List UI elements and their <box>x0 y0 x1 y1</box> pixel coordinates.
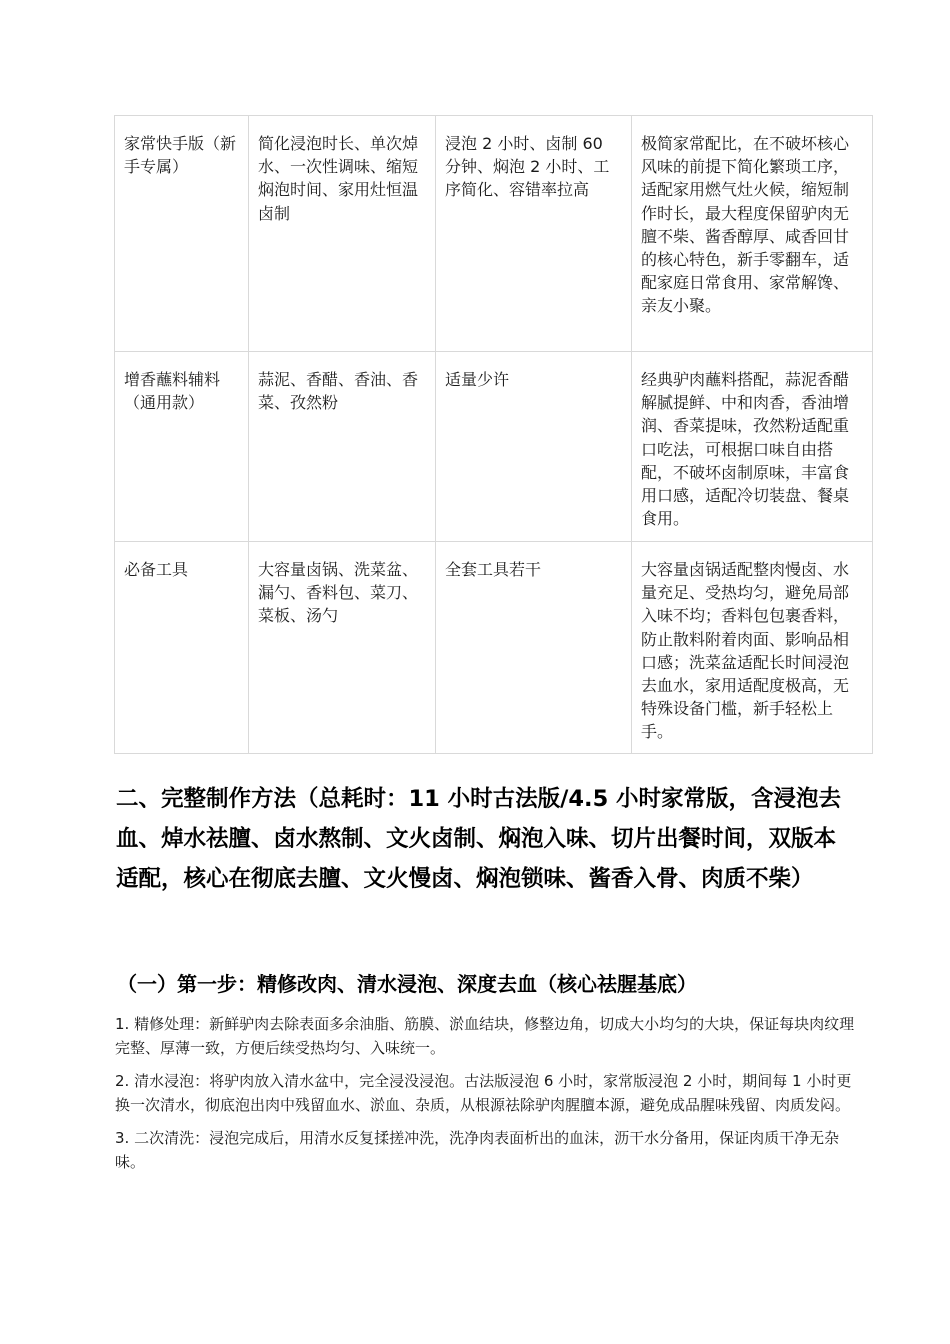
step-list <box>115 1012 860 1183</box>
subsection-heading: （一）第一步：精修改肉、清水浸泡、深度去血（核心祛腥基底） <box>117 972 697 996</box>
ingredients-table <box>114 115 873 754</box>
table-row <box>115 542 873 754</box>
table-row <box>115 116 873 352</box>
table-cell-name: 增香蘸料辅料（通用款） <box>115 352 249 542</box>
table-cell-amount: 全套工具若干 <box>436 542 632 754</box>
table-cell-items: 大容量卤锅、洗菜盆、漏勺、香料包、菜刀、菜板、汤勺 <box>249 542 436 754</box>
table-row <box>115 352 873 542</box>
table-cell-name: 必备工具 <box>115 542 249 754</box>
table-cell-desc: 极简家常配比，在不破坏核心风味的前提下简化繁琐工序，适配家用燃气灶火候，缩短制作时长，最大程度保留驴肉无膻不柴、酱香醇厚、咸香回甘的核心特色，新手零翻车，适配家庭日常食用、家常解馋、亲友小聚。 <box>632 116 873 352</box>
table-cell-items: 蒜泥、香醋、香油、香菜、孜然粉 <box>249 352 436 542</box>
step-paragraph: 3. 二次清洗：浸泡完成后，用清水反复揉搓冲洗，洗净肉表面析出的血沫，沥干水分备用，保证肉质干净无杂味。 <box>115 1129 840 1171</box>
step-paragraph: 1. 精修处理：新鲜驴肉去除表面多余油脂、筋膜、淤血结块，修整边角，切成大小均匀的大块，保证每块肉纹理完整、厚薄一致，方便后续受热均匀、入味统一。 <box>115 1015 855 1057</box>
section-heading: 二、完整制作方法（总耗时：11 小时古法版/4.5 小时家常版，含浸泡去血、焯水祛膻、卤水熬制、文火卤制、焖泡入味、切片出餐时间，双版本适配，核心在彻底去膻、文火慢卤、焖泡锁味、酱香入骨、肉质不柴） <box>116 786 842 892</box>
table-cell-items: 简化浸泡时长、单次焯水、一次性调味、缩短焖泡时间、家用灶恒温卤制 <box>249 116 436 352</box>
table-cell-name: 家常快手版（新手专属） <box>115 116 249 352</box>
step-paragraph: 2. 清水浸泡：将驴肉放入清水盆中，完全浸没浸泡。古法版浸泡 6 小时，家常版浸泡 2 小时，期间每 1 小时更换一次清水，彻底泡出肉中残留血水、淤血、杂质，从根源祛除驴肉腥膻本源，避免成品腥味残留、肉质发闷。 <box>115 1072 852 1114</box>
table-cell-desc: 大容量卤锅适配整肉慢卤、水量充足、受热均匀，避免局部入味不均；香料包包裹香料，防止散料附着肉面、影响品相口感；洗菜盆适配长时间浸泡去血水，家用适配度极高，无特殊设备门槛，新手轻松上手。 <box>632 542 873 754</box>
table-cell-amount: 浸泡 2 小时、卤制 60 分钟、焖泡 2 小时、工序简化、容错率拉高 <box>436 116 632 352</box>
table-cell-desc: 经典驴肉蘸料搭配，蒜泥香醋解腻提鲜、中和肉香，香油增润、香菜提味，孜然粉适配重口吃法，可根据口味自由搭配，不破坏卤制原味，丰富食用口感，适配冷切装盘、餐桌食用。 <box>632 352 873 542</box>
table-cell-amount: 适量少许 <box>436 352 632 542</box>
